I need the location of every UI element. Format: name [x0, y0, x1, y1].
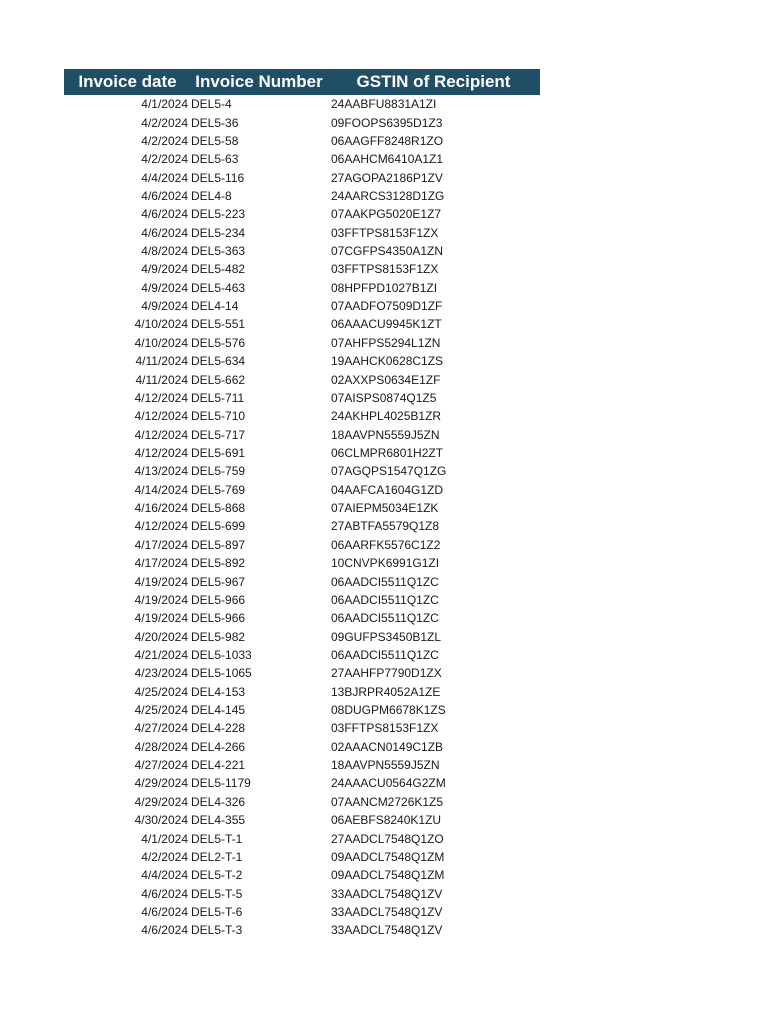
table-row[interactable] [64, 389, 540, 407]
cell-invoice-date[interactable]: 4/12/2024 [134, 390, 188, 405]
cell-gstin[interactable]: 33AADCL7548Q1ZV [331, 904, 443, 919]
table-row[interactable] [64, 793, 540, 811]
cell-gstin[interactable]: 02AAACN0149C1ZB [331, 739, 444, 754]
cell-gstin[interactable]: 06AAHCM6410A1Z1 [331, 152, 444, 167]
cell-invoice-number[interactable]: DEL4-221 [191, 758, 246, 773]
cell-invoice-number[interactable]: DEL5-711 [191, 390, 245, 405]
cell-invoice-date[interactable]: 4/25/2024 [134, 684, 188, 699]
cell-invoice-number[interactable]: DEL5-463 [191, 280, 246, 295]
table-row[interactable] [64, 462, 540, 480]
table-row[interactable] [64, 132, 540, 150]
cell-gstin[interactable]: 27ABTFA5579Q1Z8 [331, 519, 440, 534]
cell-invoice-date[interactable]: 4/2/2024 [141, 152, 188, 167]
table-row[interactable] [64, 499, 540, 517]
table-row[interactable] [64, 187, 540, 205]
cell-gstin[interactable]: 06AARFK5576C1Z2 [331, 537, 441, 552]
cell-invoice-number[interactable]: DEL5-897 [191, 537, 246, 552]
table-row[interactable] [64, 150, 540, 168]
cell-gstin[interactable]: 08DUGPM6678K1ZS [331, 703, 446, 718]
table-row[interactable] [64, 370, 540, 388]
cell-gstin[interactable]: 33AADCL7548Q1ZV [331, 886, 443, 901]
cell-invoice-number[interactable]: DEL2-T-1 [191, 849, 243, 864]
cell-invoice-date[interactable]: 4/6/2024 [141, 923, 188, 938]
cell-gstin[interactable]: 09AADCL7548Q1ZM [331, 868, 445, 883]
table-row[interactable] [64, 113, 540, 131]
cell-gstin[interactable]: 13BJRPR4052A1ZE [331, 684, 441, 699]
cell-invoice-number[interactable]: DEL5-717 [191, 427, 246, 442]
cell-invoice-date[interactable]: 4/4/2024 [141, 868, 188, 883]
table-row[interactable] [64, 591, 540, 609]
cell-invoice-number[interactable]: DEL4-153 [191, 684, 246, 699]
cell-invoice-date[interactable]: 4/29/2024 [134, 794, 188, 809]
cell-invoice-number[interactable]: DEL4-145 [191, 703, 246, 718]
cell-gstin[interactable]: 03FFTPS8153F1ZX [331, 262, 439, 277]
cell-gstin[interactable]: 07AISPS0874Q1Z5 [331, 390, 437, 405]
cell-invoice-number[interactable]: DEL5-4 [191, 97, 232, 112]
cell-invoice-date[interactable]: 4/12/2024 [134, 427, 188, 442]
cell-invoice-number[interactable]: DEL5-36 [191, 115, 239, 130]
cell-gstin[interactable]: 24AARCS3128D1ZG [331, 188, 445, 203]
table-row[interactable] [64, 444, 540, 462]
cell-invoice-number[interactable]: DEL5-234 [191, 225, 246, 240]
cell-gstin[interactable]: 09AADCL7548Q1ZM [331, 849, 445, 864]
cell-gstin[interactable]: 08HPFPD1027B1ZI [331, 280, 438, 295]
table-row[interactable] [64, 811, 540, 829]
table-row[interactable] [64, 664, 540, 682]
table-row[interactable] [64, 536, 540, 554]
table-row[interactable] [64, 829, 540, 847]
cell-invoice-number[interactable]: DEL5-699 [191, 519, 246, 534]
cell-invoice-date[interactable]: 4/2/2024 [141, 133, 188, 148]
cell-gstin[interactable]: 27AADCL7548Q1ZO [331, 831, 444, 846]
cell-gstin[interactable]: 24AABFU8831A1ZI [331, 97, 437, 112]
cell-invoice-date[interactable]: 4/28/2024 [134, 739, 188, 754]
header-invoice-date[interactable]: Invoice date [78, 72, 177, 91]
cell-invoice-number[interactable]: DEL5-769 [191, 482, 246, 497]
cell-invoice-date[interactable]: 4/1/2024 [141, 97, 188, 112]
table-row[interactable] [64, 572, 540, 590]
cell-gstin[interactable]: 10CNVPK6991G1ZI [331, 556, 440, 571]
cell-invoice-date[interactable]: 4/20/2024 [134, 629, 188, 644]
cell-invoice-date[interactable]: 4/10/2024 [134, 335, 188, 350]
cell-gstin[interactable]: 07AAKPG5020E1Z7 [331, 207, 442, 222]
cell-invoice-number[interactable]: DEL5-892 [191, 556, 246, 571]
cell-gstin[interactable]: 06AAACU9945K1ZT [331, 317, 442, 332]
cell-gstin[interactable]: 06AEBFS8240K1ZU [331, 813, 442, 828]
cell-invoice-date[interactable]: 4/6/2024 [141, 225, 188, 240]
table-row[interactable] [64, 334, 540, 352]
cell-gstin[interactable]: 06AAGFF8248R1ZO [331, 133, 444, 148]
cell-gstin[interactable]: 06CLMPR6801H2ZT [331, 446, 444, 460]
cell-invoice-date[interactable]: 4/14/2024 [134, 482, 188, 497]
cell-invoice-date[interactable]: 4/9/2024 [141, 280, 188, 295]
table-row[interactable] [64, 95, 540, 113]
table-row[interactable] [64, 205, 540, 223]
cell-invoice-date[interactable]: 4/9/2024 [141, 262, 188, 277]
cell-invoice-date[interactable]: 4/21/2024 [134, 647, 188, 662]
cell-invoice-number[interactable]: DEL5-T-2 [191, 868, 243, 883]
table-row[interactable] [64, 279, 540, 297]
cell-invoice-number[interactable]: DEL5-634 [191, 354, 246, 369]
table-row[interactable] [64, 701, 540, 719]
cell-gstin[interactable]: 02AXXPS0634E1ZF [331, 372, 441, 387]
cell-invoice-number[interactable]: DEL5-1033 [191, 647, 252, 662]
cell-invoice-date[interactable]: 4/1/2024 [141, 831, 188, 846]
cell-invoice-number[interactable]: DEL5-868 [191, 501, 246, 516]
cell-invoice-number[interactable]: DEL5-662 [191, 372, 246, 387]
cell-invoice-number[interactable]: DEL5-710 [191, 409, 246, 424]
cell-invoice-date[interactable]: 4/17/2024 [134, 556, 188, 571]
cell-invoice-date[interactable]: 4/30/2024 [134, 813, 188, 828]
table-row[interactable] [64, 481, 540, 499]
cell-invoice-date[interactable]: 4/11/2024 [135, 372, 188, 387]
cell-invoice-date[interactable]: 4/13/2024 [134, 464, 188, 479]
cell-gstin[interactable]: 33AADCL7548Q1ZV [331, 923, 443, 938]
table-row[interactable] [64, 738, 540, 756]
cell-invoice-date[interactable]: 4/16/2024 [134, 501, 188, 516]
cell-invoice-number[interactable]: DEL5-363 [191, 244, 246, 259]
cell-invoice-number[interactable]: DEL5-T-5 [191, 886, 243, 901]
cell-gstin[interactable]: 19AAHCK0628C1ZS [331, 354, 444, 369]
cell-invoice-number[interactable]: DEL5-T-1 [191, 831, 243, 846]
cell-invoice-date[interactable]: 4/19/2024 [134, 611, 188, 626]
cell-invoice-date[interactable]: 4/9/2024 [141, 299, 188, 314]
table-body [64, 95, 540, 940]
cell-invoice-date[interactable]: 4/19/2024 [134, 574, 188, 589]
cell-invoice-date[interactable]: 4/23/2024 [134, 666, 188, 681]
cell-gstin[interactable]: 06AADCI5511Q1ZC [331, 574, 439, 589]
table-row[interactable] [64, 627, 540, 645]
cell-gstin[interactable]: 24AAACU0564G2ZM [331, 776, 446, 791]
cell-invoice-number[interactable]: DEL5-1179 [191, 776, 251, 791]
cell-invoice-date[interactable]: 4/29/2024 [134, 776, 188, 791]
cell-gstin[interactable]: 09GUFPS3450B1ZL [331, 629, 442, 644]
cell-gstin[interactable]: 09FOOPS6395D1Z3 [331, 115, 443, 130]
cell-invoice-date[interactable]: 4/4/2024 [141, 170, 188, 185]
cell-gstin[interactable]: 24AKHPL4025B1ZR [331, 409, 442, 424]
cell-gstin[interactable]: 06AADCI5511Q1ZC [331, 592, 439, 607]
cell-invoice-number[interactable]: DEL5-966 [191, 611, 246, 626]
table-row[interactable] [64, 407, 540, 425]
cell-invoice-date[interactable]: 4/17/2024 [134, 537, 188, 552]
cell-gstin[interactable]: 07CGFPS4350A1ZN [331, 244, 444, 259]
cell-invoice-number[interactable]: DEL4-266 [191, 739, 246, 754]
cell-invoice-date[interactable]: 4/12/2024 [134, 519, 188, 534]
cell-invoice-date[interactable]: 4/12/2024 [134, 409, 188, 424]
invoice-table [64, 69, 540, 940]
cell-gstin[interactable]: 18AAVPN5559J5ZN [331, 427, 440, 442]
table-row[interactable] [64, 297, 540, 315]
cell-gstin[interactable]: 27AGOPA2186P1ZV [331, 170, 443, 185]
table-row[interactable] [64, 848, 540, 866]
cell-gstin[interactable]: 06AADCI5511Q1ZC [331, 611, 439, 626]
cell-invoice-number[interactable]: DEL5-691 [191, 446, 246, 460]
cell-invoice-date[interactable]: 4/6/2024 [141, 207, 188, 222]
cell-gstin[interactable]: 04AAFCA1604G1ZD [331, 482, 444, 497]
cell-invoice-number[interactable]: DEL5-982 [191, 629, 246, 644]
cell-invoice-date[interactable]: 4/19/2024 [134, 592, 188, 607]
table-row[interactable] [64, 774, 540, 792]
cell-gstin[interactable]: 07AADFO7509D1ZF [331, 299, 443, 314]
cell-invoice-number[interactable]: DEL5-223 [191, 207, 246, 222]
cell-invoice-number[interactable]: DEL5-966 [191, 592, 246, 607]
table-row[interactable] [64, 609, 540, 627]
cell-invoice-number[interactable]: DEL5-116 [191, 170, 245, 185]
cell-invoice-number[interactable]: DEL5-63 [191, 152, 239, 167]
table-row[interactable] [64, 425, 540, 443]
cell-invoice-date[interactable]: 4/2/2024 [141, 115, 188, 130]
table-row[interactable] [64, 554, 540, 572]
cell-invoice-date[interactable]: 4/11/2024 [135, 354, 188, 369]
cell-invoice-date[interactable]: 4/6/2024 [141, 886, 188, 901]
cell-gstin[interactable]: 07AGQPS1547Q1ZG [331, 464, 447, 479]
cell-invoice-number[interactable]: DEL4-8 [191, 188, 232, 203]
cell-invoice-number[interactable]: DEL5-759 [191, 464, 246, 479]
cell-invoice-number[interactable]: DEL5-967 [191, 574, 246, 589]
table-row[interactable] [64, 260, 540, 278]
table-row[interactable] [64, 719, 540, 737]
cell-invoice-date[interactable]: 4/27/2024 [134, 758, 188, 773]
table-row[interactable] [64, 517, 540, 535]
cell-invoice-date[interactable]: 4/27/2024 [134, 721, 188, 736]
header-gstin[interactable]: GSTIN of Recipient [356, 72, 511, 91]
cell-invoice-number[interactable]: DEL4-326 [191, 794, 246, 809]
cell-invoice-number[interactable]: DEL5-58 [191, 133, 239, 148]
table-row[interactable] [64, 646, 540, 664]
table-header [64, 69, 540, 95]
cell-invoice-date[interactable]: 4/10/2024 [134, 317, 188, 332]
cell-invoice-number[interactable]: DEL5-576 [191, 335, 246, 350]
table-row[interactable] [64, 903, 540, 921]
cell-gstin[interactable]: 06AADCI5511Q1ZC [331, 647, 439, 662]
table-row[interactable] [64, 242, 540, 260]
cell-invoice-number[interactable]: DEL4-228 [191, 721, 246, 736]
table-row[interactable] [64, 756, 540, 774]
cell-invoice-number[interactable]: DEL5-551 [191, 317, 246, 332]
cell-gstin[interactable]: 27AAHFP7790D1ZX [331, 666, 442, 681]
cell-invoice-date[interactable]: 4/6/2024 [141, 904, 188, 919]
header-invoice-number[interactable]: Invoice Number [195, 72, 323, 91]
cell-gstin[interactable]: 03FFTPS8153F1ZX [331, 721, 439, 736]
cell-gstin[interactable]: 07AANCM2726K1Z5 [331, 794, 444, 809]
table-row[interactable] [64, 352, 540, 370]
cell-invoice-date[interactable]: 4/6/2024 [141, 188, 188, 203]
cell-invoice-date[interactable]: 4/2/2024 [141, 849, 188, 864]
cell-gstin[interactable]: 03FFTPS8153F1ZX [331, 225, 439, 240]
table-row[interactable] [64, 168, 540, 186]
table-row[interactable] [64, 884, 540, 902]
cell-gstin[interactable]: 07AIEPM5034E1ZK [331, 501, 439, 516]
cell-invoice-number[interactable]: DEL5-482 [191, 262, 246, 277]
cell-gstin[interactable]: 07AHFPS5294L1ZN [331, 335, 441, 350]
cell-invoice-number[interactable]: DEL4-355 [191, 813, 246, 828]
cell-invoice-number[interactable]: DEL5-T-3 [191, 923, 243, 938]
cell-invoice-date[interactable]: 4/12/2024 [134, 446, 188, 460]
cell-invoice-number[interactable]: DEL5-1065 [191, 666, 252, 681]
cell-invoice-number[interactable]: DEL5-T-6 [191, 904, 243, 919]
cell-invoice-date[interactable]: 4/8/2024 [141, 244, 188, 259]
table-row[interactable] [64, 683, 540, 701]
table-row[interactable] [64, 921, 540, 939]
cell-invoice-number[interactable]: DEL4-14 [191, 299, 239, 314]
table-row[interactable] [64, 315, 540, 333]
cell-gstin[interactable]: 18AAVPN5559J5ZN [331, 758, 440, 773]
table-row[interactable] [64, 224, 540, 242]
cell-invoice-date[interactable]: 4/25/2024 [134, 703, 188, 718]
table-row[interactable] [64, 866, 540, 884]
